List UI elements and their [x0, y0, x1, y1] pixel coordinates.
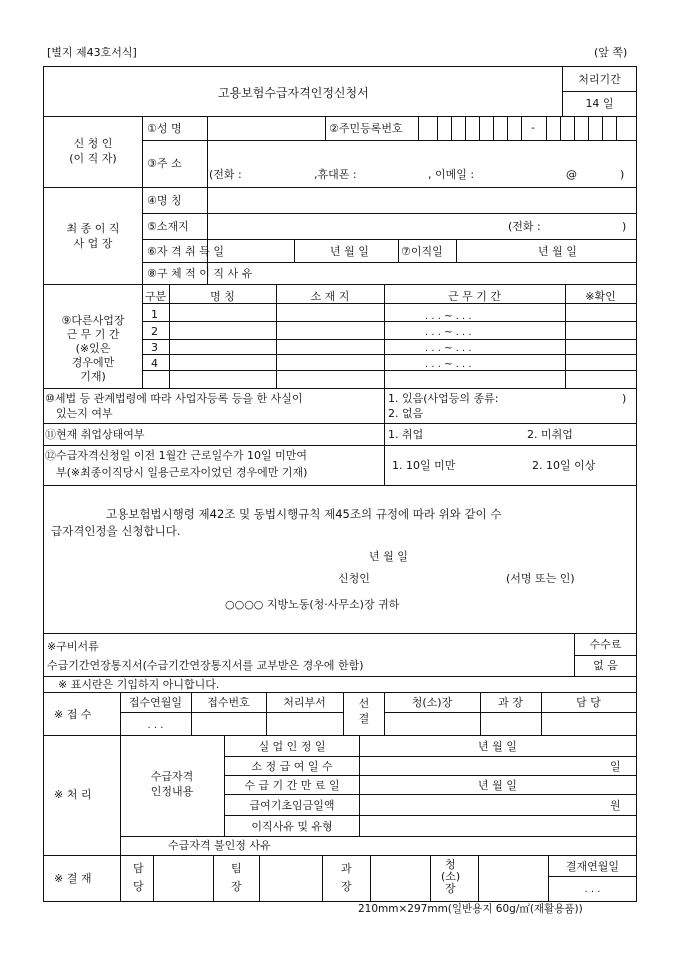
form-number: [별지 제43호서식] — [47, 46, 137, 59]
attachment-item: 수급기간연장통지서(수급기간연장통지서를 교부받은 경우에 한함) — [47, 659, 364, 672]
phone-label: (전화 : — [209, 168, 242, 181]
leave-date-value: 년 월 일 — [538, 245, 577, 258]
approval-section-1: 과 — [341, 862, 352, 875]
processing-period-label: 처리기간 — [578, 73, 621, 86]
receipt-col-date: 접수연월일 — [128, 696, 183, 709]
other-workplace-label-2: 근 무 기 간 — [66, 328, 120, 341]
approval-head-1: 청 — [445, 858, 456, 871]
declaration-date: 년 월 일 — [369, 550, 408, 563]
processing-label: ※ 처 리 — [54, 788, 92, 801]
q11-option-employed: 1. 취업 — [388, 428, 424, 441]
mobile-label: ,휴대폰 : — [314, 168, 357, 181]
declaration-text-1: 고용보험법시행령 제42조 및 동법시행규칙 제45조의 규정에 따라 위와 같이 수 — [106, 507, 502, 521]
row-period-1: . . . ~ . . . — [425, 311, 472, 322]
other-workplace-label-4: 경우에만 — [71, 356, 115, 369]
q12-option-over: 2. 10일 이상 — [532, 459, 596, 472]
workplace-phone-label: (전화 : — [508, 220, 541, 233]
approval-col-manager: 과 장 — [498, 696, 523, 709]
other-workplace-label-3: (※있은 — [75, 342, 111, 355]
processing-subgroup-2: 인정내용 — [150, 785, 194, 798]
addressee: ○○○○ 지방노동(청·사무소)장 귀하 — [225, 598, 400, 611]
proc-value-3: 년 월 일 — [478, 779, 517, 792]
q10-text-1: ⑩세법 등 관계법령에 따라 사업자등록 등을 한 사실이 — [45, 392, 303, 405]
name-label: ①성 명 — [147, 122, 182, 135]
acquired-date-label: ⑥자 격 취 득 일 — [147, 245, 224, 258]
biz-name-label: ④명 칭 — [147, 194, 182, 207]
col-header-confirm: ※확인 — [585, 290, 616, 303]
approval-col-staff: 담 당 — [576, 696, 601, 709]
q12-text-2: 부(※최종이직당시 일용근로자이었던 경우에만 기재) — [56, 466, 308, 479]
approval-team-1: 팀 — [231, 862, 242, 875]
row-period-2: . . . ~ . . . — [425, 327, 472, 338]
location-label: ⑤소재지 — [147, 220, 189, 233]
page-side: (앞 쪽) — [594, 46, 628, 59]
row-period-4: . . . ~ . . . — [425, 359, 472, 370]
workplace-close-paren: ) — [622, 220, 627, 233]
row-no-4: 4 — [151, 357, 158, 370]
row-no-2: 2 — [151, 325, 158, 338]
col-header-name: 명 칭 — [210, 290, 235, 303]
proc-item-2: 소 정 급 여 일 수 — [251, 760, 333, 773]
attachments-label: ※구비서류 — [47, 640, 99, 653]
sign-or-seal: (서명 또는 인) — [506, 572, 575, 585]
denial-reason-label: 수급자격 불인정 사유 — [168, 839, 271, 852]
applicant-section-sublabel: (이 직 자) — [69, 152, 117, 165]
workplace-section-sublabel: 사 업 장 — [73, 237, 113, 250]
approval-staff-1: 담 — [133, 862, 144, 875]
row-no-3: 3 — [151, 341, 158, 354]
email-at: @ — [566, 168, 577, 181]
pre-approval-label: 선 결 — [358, 697, 370, 725]
receipt-col-dept: 처리부서 — [283, 696, 326, 709]
proc-value-2: 일 — [610, 760, 621, 773]
proc-item-4: 급여기초임금일액 — [249, 799, 335, 812]
q12-option-under: 1. 10일 미만 — [392, 459, 456, 472]
fee-label: 수수료 — [589, 638, 622, 651]
approval-label: ※ 결 재 — [54, 872, 92, 885]
applicant-sign-label: 신청인 — [338, 572, 370, 585]
address-label: ③주 소 — [147, 157, 182, 170]
proc-item-5: 이직사유 및 유형 — [251, 820, 333, 833]
approval-date-template: . . . — [584, 884, 601, 895]
approval-section-2: 장 — [341, 880, 352, 893]
proc-value-1: 년 월 일 — [478, 740, 517, 753]
approval-team-2: 장 — [231, 880, 242, 893]
rrn-dash: - — [531, 121, 535, 134]
row-no-1: 1 — [151, 308, 158, 321]
q11-option-unemployed: 2. 미취업 — [527, 428, 573, 441]
office-use-notice: ※ 표시란은 기입하지 아니합니다. — [58, 678, 220, 691]
leave-reason-label: ⑧구 체 적 이 직 사 유 — [147, 267, 253, 280]
email-label: , 이메일 : — [428, 168, 475, 181]
fee-value: 없 음 — [593, 659, 618, 672]
form-title: 고용보험수급자격인정신청서 — [218, 86, 369, 100]
workplace-section-label: 최 종 이 직 — [66, 222, 120, 235]
applicant-close-paren: ) — [620, 168, 625, 181]
col-header-no: 구분 — [144, 290, 167, 303]
receipt-label: ※ 접 수 — [54, 708, 92, 721]
approval-staff-2: 당 — [133, 880, 144, 893]
receipt-date-template: . . . — [147, 720, 164, 731]
leave-date-label: ⑦이직일 — [401, 245, 443, 258]
proc-item-3: 수 급 기 간 만 료 일 — [244, 779, 340, 792]
other-workplace-label-5: 기재) — [80, 370, 106, 383]
q10-option-yes: 1. 있음(사업등의 종류: — [388, 392, 499, 405]
processing-subgroup-1: 수급자격 — [150, 770, 194, 783]
q10-option-yes-close: ) — [622, 392, 627, 405]
acquired-date-value: 년 월 일 — [330, 245, 369, 258]
approval-date-label: 결재연월일 — [565, 860, 620, 873]
proc-value-4: 원 — [610, 799, 621, 812]
row-period-3: . . . ~ . . . — [425, 343, 472, 354]
col-header-location: 소 재 지 — [310, 290, 350, 303]
paper-spec: 210mm×297mm(일반용지 60g/㎡(재활용품)) — [358, 903, 583, 915]
proc-item-1: 실 업 인 정 일 — [258, 740, 326, 753]
approval-head-3: 장 — [445, 882, 456, 895]
processing-period-value: 14 일 — [585, 97, 614, 110]
approval-head-2: (소) — [441, 870, 461, 883]
q10-text-2: 있는지 여부 — [56, 407, 113, 420]
col-header-period: 근 무 기 간 — [448, 290, 501, 303]
other-workplace-label-1: ⑨다른사업장 — [61, 314, 125, 327]
q11-text: ⑪현재 취업상태여부 — [45, 428, 145, 441]
q12-text-1: ⑫수급자격신청일 이전 1월간 근로일수가 10일 미만여 — [45, 449, 307, 462]
receipt-col-number: 접수번호 — [207, 696, 250, 709]
declaration-text-2: 급자격인정을 신청합니다. — [51, 524, 181, 538]
rrn-label: ②주민등록번호 — [329, 122, 403, 135]
q10-option-no: 2. 없음 — [388, 407, 424, 420]
applicant-section-label: 신 청 인 — [73, 137, 113, 150]
approval-col-head: 청(소)장 — [411, 696, 453, 709]
